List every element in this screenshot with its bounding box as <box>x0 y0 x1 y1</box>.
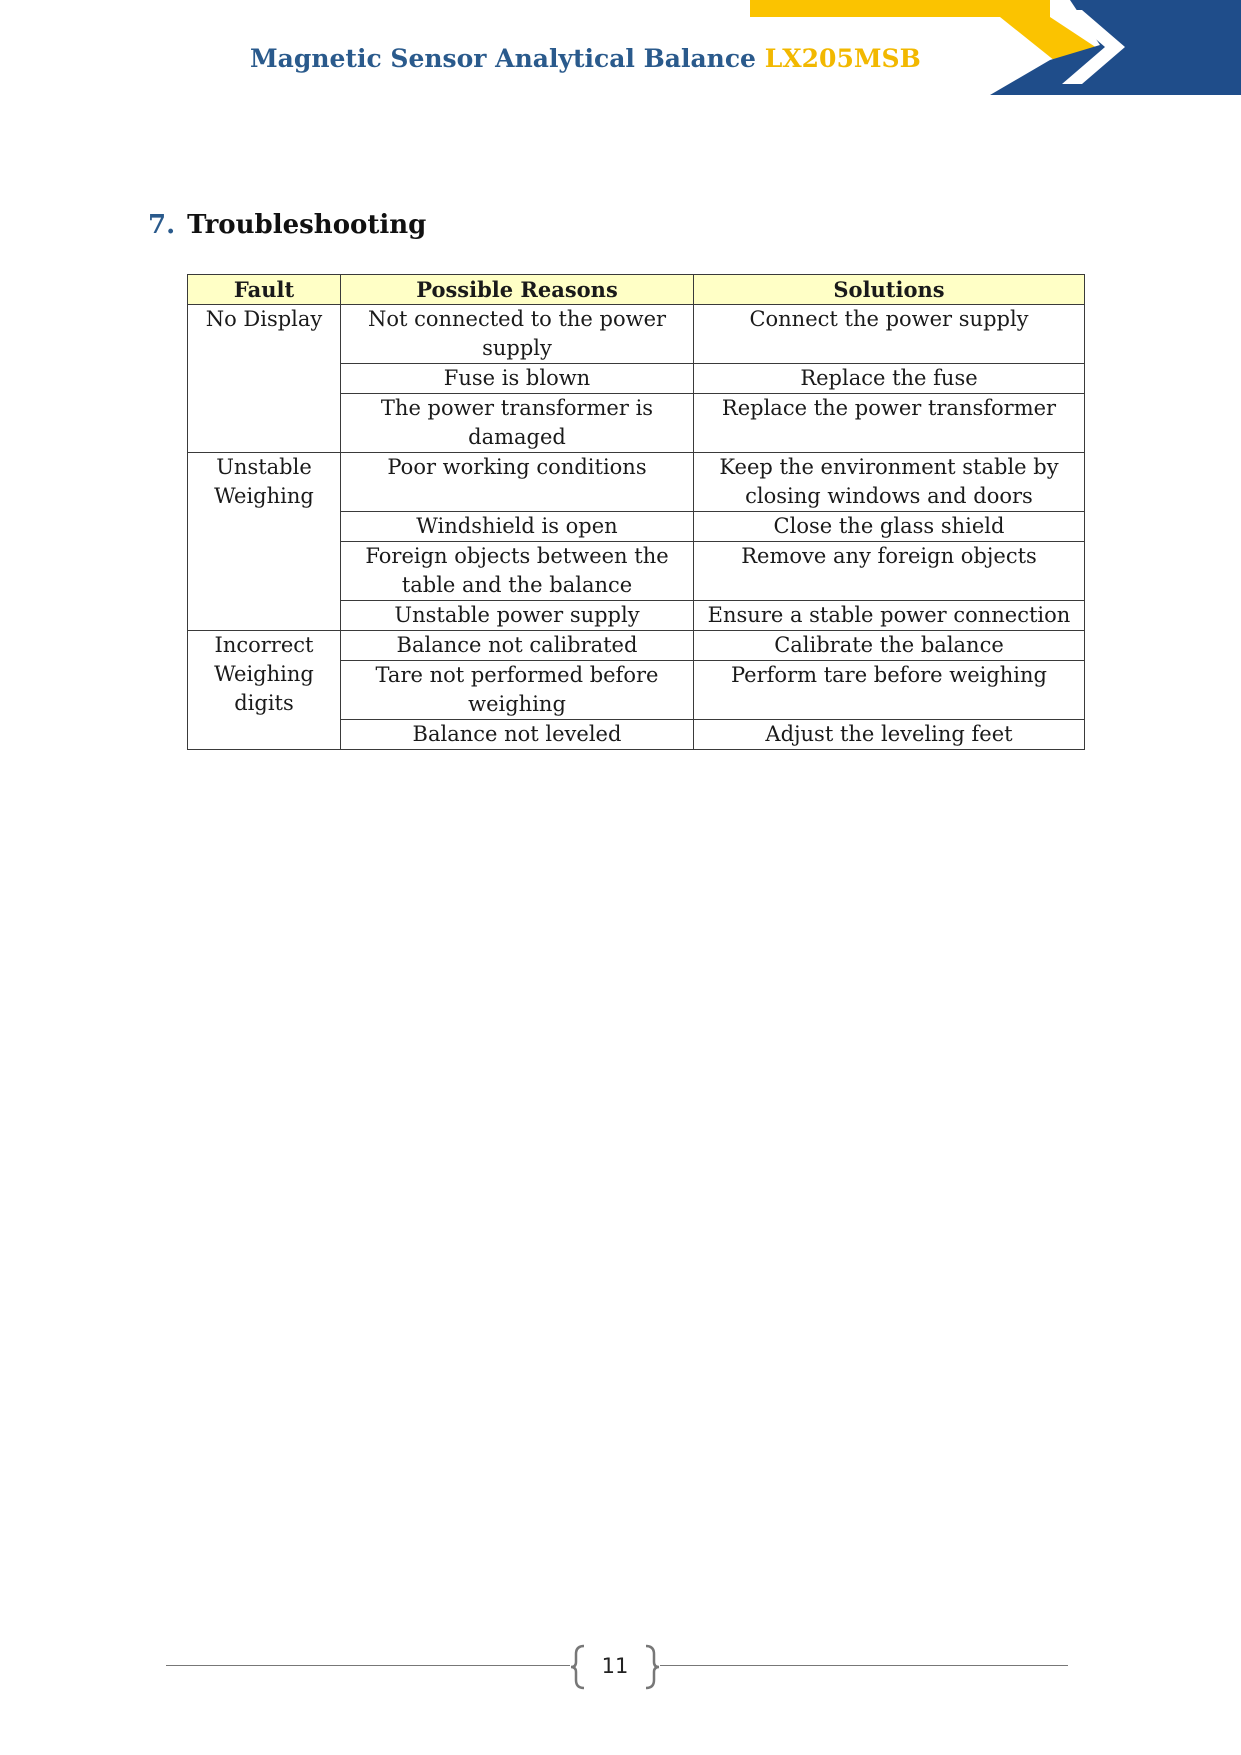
troubleshooting-table <box>187 274 1085 750</box>
solution-cell: Calibrate the balance <box>694 631 1085 661</box>
solution-cell: Remove any foreign objects <box>694 542 1085 601</box>
reason-cell: Unstable power supply <box>341 601 694 631</box>
footer-rule-left <box>166 1665 570 1666</box>
section-title: Troubleshooting <box>187 210 427 240</box>
reason-cell: Balance not leveled <box>341 720 694 750</box>
page-number: 11 <box>601 1654 629 1678</box>
fault-cell: No Display <box>188 305 341 453</box>
solution-cell: Close the glass shield <box>694 512 1085 542</box>
reason-cell: Poor working conditions <box>341 453 694 512</box>
solution-cell: Replace the power transformer <box>694 394 1085 453</box>
solution-cell: Keep the environment stable by closing windows and doors <box>694 453 1085 512</box>
model-number: LX205MSB <box>764 44 921 73</box>
solution-cell: Perform tare before weighing <box>694 661 1085 720</box>
footer-rule-right <box>660 1665 1068 1666</box>
solution-cell: Ensure a stable power connection <box>694 601 1085 631</box>
table-header-row <box>188 275 1085 305</box>
solution-cell: Adjust the leveling feet <box>694 720 1085 750</box>
table-row <box>188 453 1085 512</box>
column-header-fault: Fault <box>188 275 341 305</box>
section-number: 7. <box>148 210 176 240</box>
fault-cell: Unstable Weighing <box>188 453 341 631</box>
product-name: Magnetic Sensor Analytical Balance <box>250 44 756 73</box>
solution-cell: Replace the fuse <box>694 364 1085 394</box>
header-yellow-band <box>750 0 1050 17</box>
reason-cell: Not connected to the power supply <box>341 305 694 364</box>
reason-cell: Windshield is open <box>341 512 694 542</box>
header-chevron-graphic <box>750 0 1241 95</box>
table-row <box>188 631 1085 661</box>
reason-cell: Balance not calibrated <box>341 631 694 661</box>
page-number-badge <box>570 1644 660 1690</box>
solution-cell: Connect the power supply <box>694 305 1085 364</box>
column-header-solutions: Solutions <box>694 275 1085 305</box>
section-heading <box>148 210 426 240</box>
column-header-reasons: Possible Reasons <box>341 275 694 305</box>
reason-cell: Fuse is blown <box>341 364 694 394</box>
reason-cell: The power transformer is damaged <box>341 394 694 453</box>
table-row <box>188 305 1085 364</box>
fault-cell: Incorrect Weighing digits <box>188 631 341 750</box>
reason-cell: Foreign objects between the table and the balance <box>341 542 694 601</box>
reason-cell: Tare not performed before weighing <box>341 661 694 720</box>
